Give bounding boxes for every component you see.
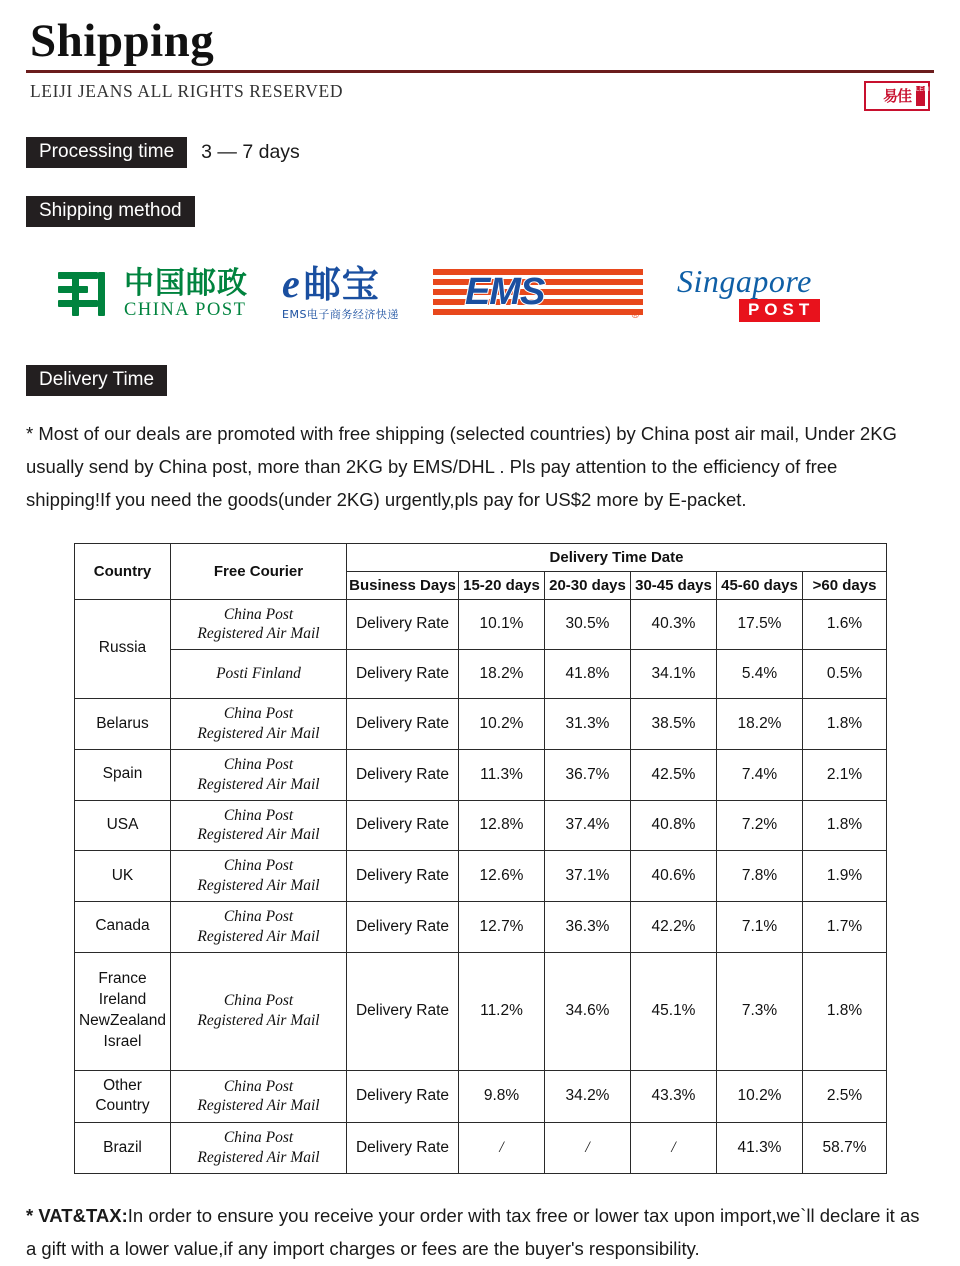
- cell-rate: 58.7%: [803, 1123, 887, 1174]
- processing-time-section: [26, 137, 934, 168]
- epacket-subtitle: EMS电子商务经济快递: [282, 308, 399, 322]
- cell-country: Brazil: [75, 1123, 171, 1174]
- header-bucket-45-60: 45-60 days: [717, 571, 803, 599]
- cell-rate: 37.1%: [545, 851, 631, 902]
- cell-rate: 45.1%: [631, 952, 717, 1070]
- delivery-time-section: [26, 365, 934, 396]
- cell-rate: 34.6%: [545, 952, 631, 1070]
- title-divider: [26, 70, 934, 73]
- cell-courier: China Post Registered Air Mail: [171, 851, 347, 902]
- epacket-cn-text: 邮宝: [303, 262, 380, 306]
- brand-logo-vertical-text: LEIJI: [916, 86, 925, 106]
- cell-rate: 42.5%: [631, 749, 717, 800]
- cell-rate: 12.7%: [459, 901, 545, 952]
- epacket-e-glyph: e: [282, 261, 300, 307]
- cell-metric: Delivery Rate: [347, 749, 459, 800]
- ems-logo: [433, 263, 643, 325]
- page-title: Shipping: [30, 15, 215, 67]
- cell-courier: China Post Registered Air Mail: [171, 1123, 347, 1174]
- cell-metric: Delivery Rate: [347, 901, 459, 952]
- table-row: [75, 1070, 887, 1123]
- header-bucket-15-20: 15-20 days: [459, 571, 545, 599]
- header-country: Country: [75, 543, 171, 599]
- header-bucket-30-45: 30-45 days: [631, 571, 717, 599]
- delivery-rate-table-wrapper: [26, 543, 934, 1174]
- header-bucket-over-60: >60 days: [803, 571, 887, 599]
- cell-metric: Delivery Rate: [347, 650, 459, 699]
- cell-rate: 40.6%: [631, 851, 717, 902]
- header-courier: Free Courier: [171, 543, 347, 599]
- processing-time-value: 3 — 7 days: [201, 141, 300, 164]
- table-row: [75, 1123, 887, 1174]
- cell-rate: 36.3%: [545, 901, 631, 952]
- cell-courier: China Post Registered Air Mail: [171, 749, 347, 800]
- cell-rate: 2.1%: [803, 749, 887, 800]
- cell-rate: 1.6%: [803, 599, 887, 650]
- shipping-method-section: [26, 196, 934, 227]
- cell-rate: 18.2%: [717, 699, 803, 750]
- header-business-days: Business Days: [347, 571, 459, 599]
- cell-rate: 12.6%: [459, 851, 545, 902]
- cell-rate: 10.2%: [459, 699, 545, 750]
- cell-country: France Ireland NewZealand Israel: [75, 952, 171, 1070]
- china-post-mark-icon: [58, 268, 114, 320]
- cell-rate: 41.8%: [545, 650, 631, 699]
- cell-rate: /: [545, 1123, 631, 1174]
- cell-rate: 5.4%: [717, 650, 803, 699]
- table-header-row-1: [75, 543, 887, 571]
- singapore-post-wordmark: Singapore: [676, 263, 812, 300]
- cell-courier: China Post Registered Air Mail: [171, 699, 347, 750]
- page-header: [26, 0, 934, 111]
- cell-rate: /: [459, 1123, 545, 1174]
- cell-courier: China Post Registered Air Mail: [171, 1070, 347, 1123]
- brand-logo-cn: 易佳: [882, 86, 911, 105]
- singapore-post-logo: [677, 255, 867, 333]
- cell-country: Other Country: [75, 1070, 171, 1123]
- cell-rate: 10.2%: [717, 1070, 803, 1123]
- cell-rate: 7.8%: [717, 851, 803, 902]
- cell-rate: 11.2%: [459, 952, 545, 1070]
- cell-rate: 9.8%: [459, 1070, 545, 1123]
- cell-country: Belarus: [75, 699, 171, 750]
- cell-rate: 1.8%: [803, 699, 887, 750]
- cell-rate: 0.5%: [803, 650, 887, 699]
- table-row: [75, 749, 887, 800]
- cell-country: Spain: [75, 749, 171, 800]
- table-row: [75, 851, 887, 902]
- brand-logo: [864, 81, 930, 111]
- cell-rate: 41.3%: [717, 1123, 803, 1174]
- cell-rate: 7.2%: [717, 800, 803, 851]
- delivery-rate-table: [74, 543, 887, 1174]
- table-row: [75, 699, 887, 750]
- cell-metric: Delivery Rate: [347, 952, 459, 1070]
- header-bucket-20-30: 20-30 days: [545, 571, 631, 599]
- vat-tax-text: In order to ensure you receive your order with tax free or lower tax upon import,we`ll declare it as a gift with a lower value,if any import charges or fees are the buyer's responsibility.: [26, 1205, 920, 1259]
- cell-rate: 1.7%: [803, 901, 887, 952]
- cell-rate: 1.8%: [803, 800, 887, 851]
- singapore-post-badge: POST: [739, 299, 820, 322]
- epacket-logo: [282, 255, 399, 333]
- cell-metric: Delivery Rate: [347, 800, 459, 851]
- china-post-logo: [58, 255, 248, 333]
- cell-rate: 43.3%: [631, 1070, 717, 1123]
- cell-rate: 30.5%: [545, 599, 631, 650]
- table-row: [75, 650, 887, 699]
- cell-country: Canada: [75, 901, 171, 952]
- ems-registered-mark: ®: [631, 309, 639, 321]
- cell-rate: 42.2%: [631, 901, 717, 952]
- cell-rate: 40.3%: [631, 599, 717, 650]
- china-post-cn-text: 中国邮政: [124, 266, 248, 301]
- cell-rate: 18.2%: [459, 650, 545, 699]
- cell-courier: China Post Registered Air Mail: [171, 800, 347, 851]
- cell-rate: 36.7%: [545, 749, 631, 800]
- cell-rate: 37.4%: [545, 800, 631, 851]
- cell-rate: 38.5%: [631, 699, 717, 750]
- cell-rate: 7.1%: [717, 901, 803, 952]
- table-head: [75, 543, 887, 599]
- cell-rate: 1.9%: [803, 851, 887, 902]
- table-row: [75, 800, 887, 851]
- table-row: [75, 599, 887, 650]
- copyright-line: LEIJI JEANS ALL RIGHTS RESERVED: [30, 81, 344, 102]
- cell-metric: Delivery Rate: [347, 699, 459, 750]
- header-delivery-group: Delivery Time Date: [347, 543, 887, 571]
- china-post-en-text: CHINA POST: [124, 299, 247, 320]
- cell-rate: 1.8%: [803, 952, 887, 1070]
- cell-metric: Delivery Rate: [347, 1070, 459, 1123]
- cell-rate: 7.4%: [717, 749, 803, 800]
- courier-logos: [26, 253, 934, 335]
- shipping-method-label: Shipping method: [26, 196, 195, 227]
- cell-rate: 11.3%: [459, 749, 545, 800]
- cell-rate: 17.5%: [717, 599, 803, 650]
- cell-rate: 31.3%: [545, 699, 631, 750]
- ems-wordmark: EMS: [464, 270, 545, 313]
- cell-rate: 12.8%: [459, 800, 545, 851]
- cell-courier: China Post Registered Air Mail: [171, 952, 347, 1070]
- vat-tax-note: [26, 1200, 934, 1266]
- cell-country: USA: [75, 800, 171, 851]
- cell-courier: Posti Finland: [171, 650, 347, 699]
- vat-tax-label: * VAT&TAX:: [26, 1205, 128, 1227]
- delivery-note: * Most of our deals are promoted with free shipping (selected countries) by China post air mail, Under 2KG usually send by China post, more than 2KG by EMS/DHL . Pls pay attention to the efficiency of free shipping!If you need the goods(under 2KG) urgently,pls pay for US$2 more by E-packet.: [26, 422, 897, 510]
- cell-metric: Delivery Rate: [347, 1123, 459, 1174]
- table-body: [75, 599, 887, 1173]
- cell-rate: 7.3%: [717, 952, 803, 1070]
- cell-rate: 34.2%: [545, 1070, 631, 1123]
- table-row: [75, 952, 887, 1070]
- cell-country: Russia: [75, 599, 171, 699]
- cell-country: UK: [75, 851, 171, 902]
- cell-courier: China Post Registered Air Mail: [171, 599, 347, 650]
- cell-rate: /: [631, 1123, 717, 1174]
- cell-metric: Delivery Rate: [347, 851, 459, 902]
- cell-rate: 10.1%: [459, 599, 545, 650]
- cell-rate: 40.8%: [631, 800, 717, 851]
- table-row: [75, 901, 887, 952]
- cell-rate: 34.1%: [631, 650, 717, 699]
- cell-metric: Delivery Rate: [347, 599, 459, 650]
- processing-time-label: Processing time: [26, 137, 187, 168]
- cell-rate: 2.5%: [803, 1070, 887, 1123]
- delivery-time-label: Delivery Time: [26, 365, 167, 396]
- cell-courier: China Post Registered Air Mail: [171, 901, 347, 952]
